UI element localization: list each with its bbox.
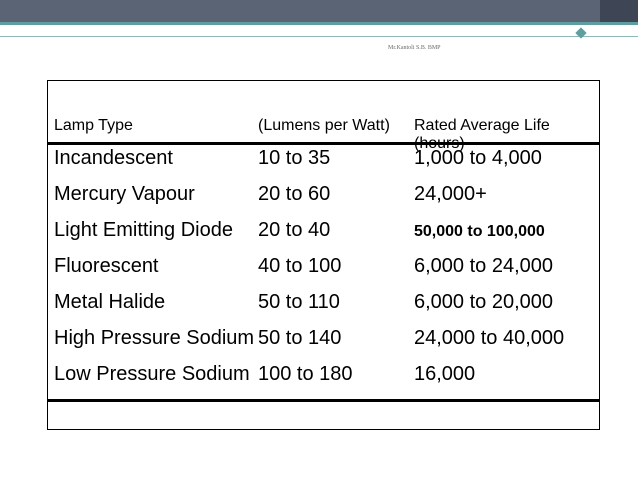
table-row — [48, 255, 599, 291]
slide-top-bar-corner — [600, 0, 638, 22]
lamp-type-cell: Fluorescent — [54, 255, 159, 277]
author-credit: Mr.Kantoli S.B. BMP — [388, 45, 441, 51]
efficacy-cell: 50 to 110 — [258, 291, 340, 313]
lamp-type-cell: Incandescent — [54, 147, 173, 169]
life-cell: 50,000 to 100,000 — [414, 223, 545, 240]
life-cell: 1,000 to 4,000 — [414, 147, 542, 169]
efficacy-cell: 20 to 60 — [258, 183, 331, 205]
lamp-comparison-table — [47, 80, 600, 430]
efficacy-cell: 20 to 40 — [258, 219, 331, 241]
lamp-type-cell: Metal Halide — [54, 291, 166, 313]
header-divider — [48, 142, 599, 145]
efficacy-cell: 10 to 35 — [258, 147, 331, 169]
efficacy-cell: 40 to 100 — [258, 255, 342, 277]
life-cell: 24,000+ — [414, 183, 487, 205]
column-header-efficacy: (Lumens per Watt) — [258, 117, 390, 134]
slide-top-bar-accent — [0, 0, 600, 22]
table-row — [48, 219, 599, 255]
footer-divider — [48, 399, 599, 402]
table-row — [48, 183, 599, 219]
efficacy-cell: 100 to 180 — [258, 363, 353, 385]
column-header-life: Rated Average Life — [414, 117, 550, 134]
table-row — [48, 147, 599, 183]
table-row — [48, 291, 599, 327]
lamp-type-cell: Mercury Vapour — [54, 183, 195, 205]
lamp-type-cell: Light Emitting Diode — [54, 219, 233, 241]
column-header-lamp-type: Lamp Type — [54, 117, 133, 134]
slide-teal-rule — [0, 22, 638, 25]
table-row — [48, 363, 599, 399]
slide-thin-rule — [0, 36, 638, 37]
lamp-type-cell: High Pressure Sodium — [54, 327, 255, 349]
table-row — [48, 327, 599, 363]
life-cell: 24,000 to 40,000 — [414, 327, 565, 349]
life-cell: 6,000 to 24,000 — [414, 255, 554, 277]
lamp-type-cell: Low Pressure Sodium — [54, 363, 250, 385]
life-cell: 16,000 — [414, 363, 476, 385]
efficacy-cell: 50 to 140 — [258, 327, 342, 349]
life-cell: 6,000 to 20,000 — [414, 291, 554, 313]
